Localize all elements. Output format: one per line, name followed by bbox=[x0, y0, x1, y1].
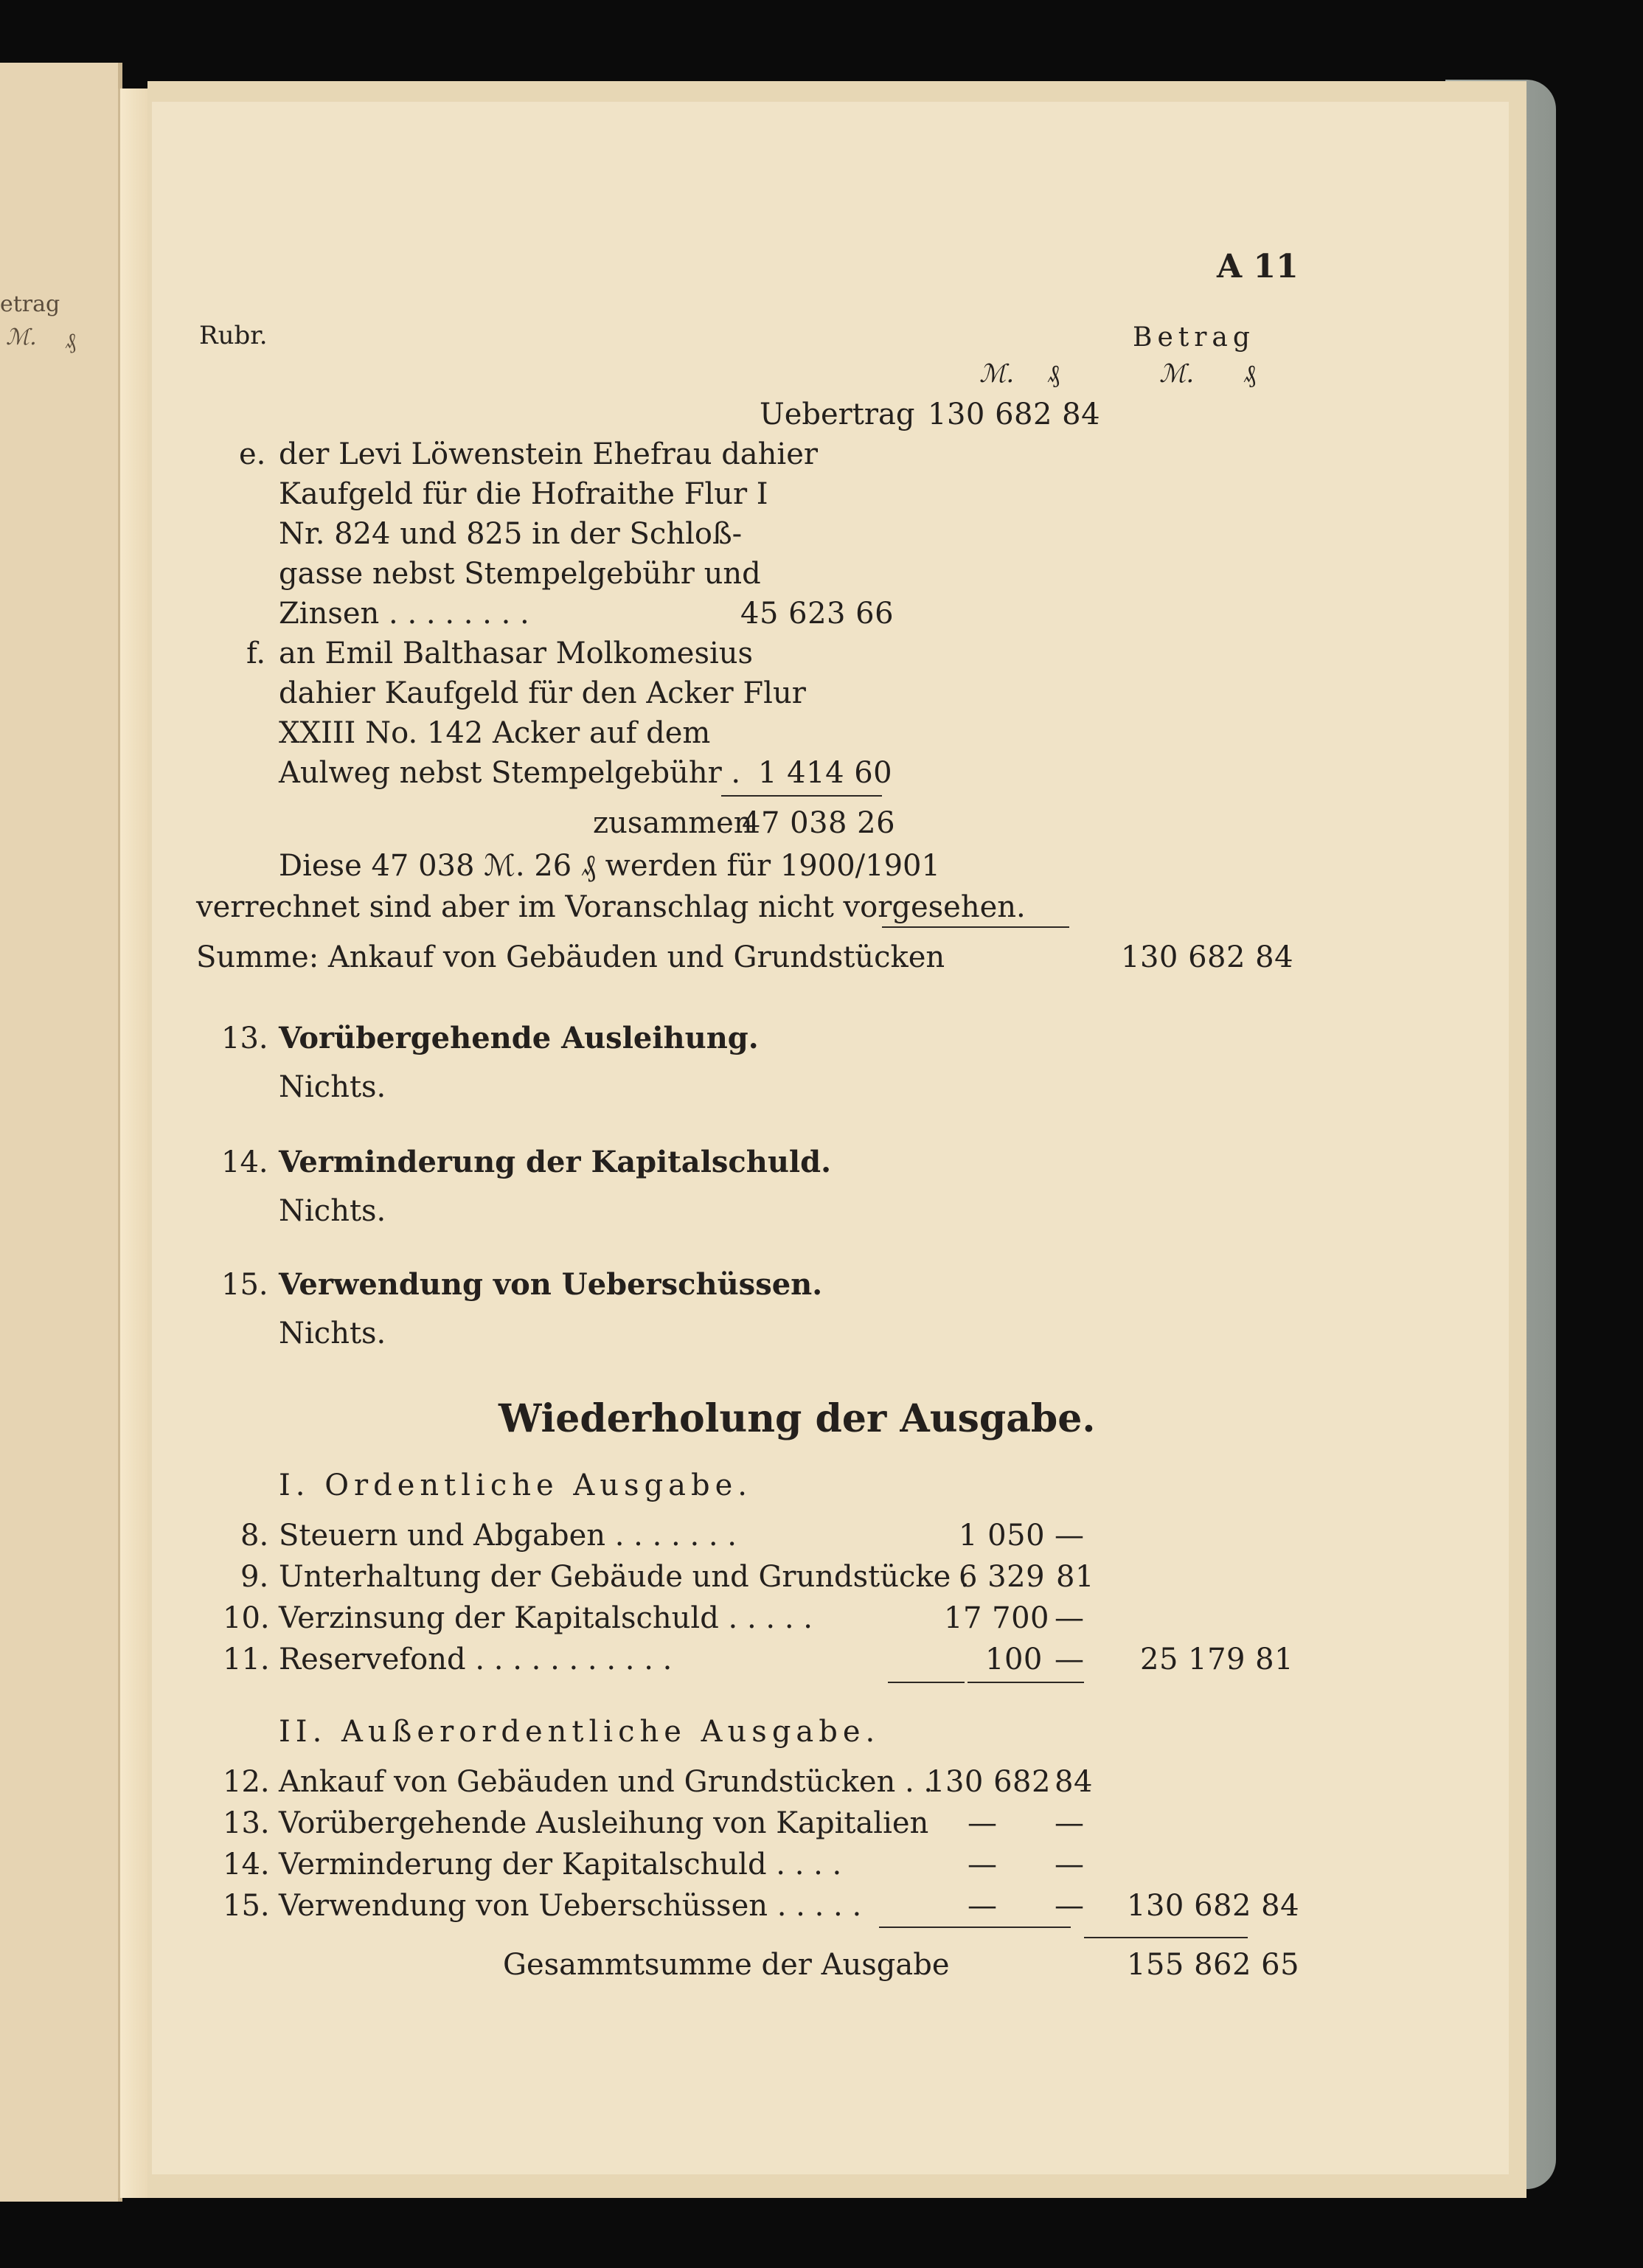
ausserordentlich-row-pf: — bbox=[1055, 1889, 1085, 1923]
ausserordentlich-row-label: Ankauf von Gebäuden und Grundstücken . . bbox=[279, 1765, 934, 1799]
mark-header: ℳ. bbox=[1159, 359, 1195, 389]
section-number: 13. bbox=[221, 1022, 268, 1055]
ordentlich-row-pf: 81 bbox=[1056, 1560, 1094, 1594]
left-page-fragment bbox=[0, 63, 122, 2202]
betrag-label: Betrag bbox=[1133, 322, 1255, 353]
ordentlich-row-mark: 6 329 bbox=[959, 1560, 1046, 1594]
ausserordentlich-row-label: Vorübergehende Ausleihung von Kapitalien bbox=[279, 1806, 929, 1840]
ordentlich-row-mark: 100 bbox=[985, 1643, 1043, 1676]
left-page-text: ₰ bbox=[65, 328, 76, 354]
item-f-amount: 1 414 60 bbox=[758, 756, 893, 790]
column-rule bbox=[879, 1927, 1071, 1928]
column-rule bbox=[882, 926, 1069, 928]
ordentlich-row-mark: 17 700 bbox=[944, 1601, 1049, 1635]
ordentlich-heading: I. Ordentliche Ausgabe. bbox=[279, 1468, 753, 1502]
ordentlich-row-pf: — bbox=[1055, 1643, 1085, 1676]
ordentlich-total: 25 179 81 bbox=[1140, 1643, 1294, 1676]
item-f-line: XXIII No. 142 Acker auf dem bbox=[279, 716, 711, 750]
item-f-letter: f. bbox=[246, 637, 266, 670]
ordentlich-row-label: Verzinsung der Kapitalschuld . . . . . bbox=[279, 1601, 813, 1635]
item-e-line: Zinsen . . . . . . . . bbox=[279, 597, 529, 631]
item-f-line: an Emil Balthasar Molkomesius bbox=[279, 637, 754, 670]
ordentlich-row-mark: 1 050 bbox=[959, 1519, 1046, 1553]
item-e-line: der Levi Löwenstein Ehefrau dahier bbox=[279, 437, 818, 471]
section-body: Nichts. bbox=[279, 1070, 386, 1104]
item-f-line: Aulweg nebst Stempelgebühr . bbox=[279, 756, 741, 790]
item-f-line: dahier Kaufgeld für den Acker Flur bbox=[279, 676, 806, 710]
ausserordentlich-row-num: 14. bbox=[223, 1848, 270, 1882]
summe-value: 130 682 84 bbox=[1121, 940, 1294, 974]
pf-header: ₰ bbox=[1047, 359, 1060, 389]
uebertrag-label: Uebertrag bbox=[760, 398, 915, 431]
left-page-text: etrag bbox=[0, 291, 60, 317]
section-title: Verwendung von Ueberschüssen. bbox=[279, 1267, 823, 1302]
zusammen-value: 47 038 26 bbox=[742, 806, 896, 840]
ausserordentlich-row-mark: 130 682 bbox=[926, 1765, 1051, 1799]
pf-header: ₰ bbox=[1243, 359, 1256, 389]
ordentlich-row-label: Steuern und Abgaben . . . . . . . bbox=[279, 1519, 737, 1553]
ausserordentlich-row-mark: — bbox=[968, 1806, 998, 1840]
ordentlich-row-num: 9. bbox=[240, 1560, 269, 1594]
section-number: 14. bbox=[221, 1145, 268, 1179]
grand-total-value: 155 862 65 bbox=[1127, 1948, 1300, 1982]
item-e-line: Nr. 824 und 825 in der Schloß- bbox=[279, 517, 743, 551]
ausserordentlich-heading: II. Außerordentliche Ausgabe. bbox=[279, 1715, 880, 1749]
page-id: A 11 bbox=[1217, 248, 1299, 285]
ordentlich-row-num: 8. bbox=[240, 1519, 269, 1553]
grand-total-label: Gesammtsumme der Ausgabe bbox=[503, 1948, 950, 1982]
ausserordentlich-row-num: 15. bbox=[223, 1889, 270, 1923]
mark-header: ℳ. bbox=[979, 359, 1015, 389]
section-number: 15. bbox=[221, 1268, 268, 1302]
ausserordentlich-row-pf: — bbox=[1055, 1848, 1085, 1882]
ordentlich-row-num: 11. bbox=[223, 1643, 270, 1676]
document-page bbox=[152, 102, 1509, 2174]
ordentlich-row-num: 10. bbox=[223, 1601, 270, 1635]
column-rule bbox=[888, 1682, 965, 1683]
item-e-letter: e. bbox=[239, 437, 266, 471]
ausserordentlich-row-pf: 84 bbox=[1055, 1765, 1093, 1799]
item-e-line: Kaufgeld für die Hofraithe Flur I bbox=[279, 477, 768, 511]
column-rule bbox=[968, 1682, 1084, 1683]
ordentlich-row-label: Reservefond . . . . . . . . . . . bbox=[279, 1643, 673, 1676]
ausserordentlich-row-num: 13. bbox=[223, 1806, 270, 1840]
ausserordentlich-row-mark: — bbox=[968, 1848, 998, 1882]
section-body: Nichts. bbox=[279, 1317, 386, 1350]
note-line: Diese 47 038 ℳ. 26 ₰ werden für 1900/1901 bbox=[279, 849, 940, 883]
ausserordentlich-row-label: Verminderung der Kapitalschuld . . . . bbox=[279, 1848, 842, 1882]
rubr-label: Rubr. bbox=[199, 321, 268, 350]
ausserordentlich-row-label: Verwendung von Ueberschüssen . . . . . bbox=[279, 1889, 862, 1923]
ordentlich-row-pf: — bbox=[1055, 1519, 1085, 1553]
note-line: verrechnet sind aber im Voranschlag nicht vorgesehen. bbox=[196, 890, 1026, 924]
column-rule bbox=[1084, 1937, 1248, 1938]
item-e-amount: 45 623 66 bbox=[740, 597, 895, 631]
left-page-text: ℳ. bbox=[6, 325, 37, 350]
ausserordentlich-total: 130 682 84 bbox=[1127, 1889, 1300, 1923]
recap-title: Wiederholung der Ausgabe. bbox=[499, 1396, 1096, 1441]
summe-label: Summe: Ankauf von Gebäuden und Grundstücken bbox=[196, 940, 945, 974]
zusammen-label: zusammen bbox=[593, 806, 753, 840]
section-body: Nichts. bbox=[279, 1194, 386, 1228]
ordentlich-row-pf: — bbox=[1055, 1601, 1085, 1635]
ausserordentlich-row-num: 12. bbox=[223, 1765, 270, 1799]
section-title: Verminderung der Kapitalschuld. bbox=[279, 1145, 832, 1179]
ordentlich-row-label: Unterhaltung der Gebäude und Grundstücke . bbox=[279, 1560, 970, 1594]
item-e-line: gasse nebst Stempelgebühr und bbox=[279, 557, 761, 591]
section-title: Vorübergehende Ausleihung. bbox=[279, 1021, 759, 1055]
uebertrag-value: 130 682 84 bbox=[928, 398, 1101, 431]
ausserordentlich-row-mark: — bbox=[968, 1889, 998, 1923]
ausserordentlich-row-pf: — bbox=[1055, 1806, 1085, 1840]
subtotal-rule bbox=[721, 795, 882, 797]
